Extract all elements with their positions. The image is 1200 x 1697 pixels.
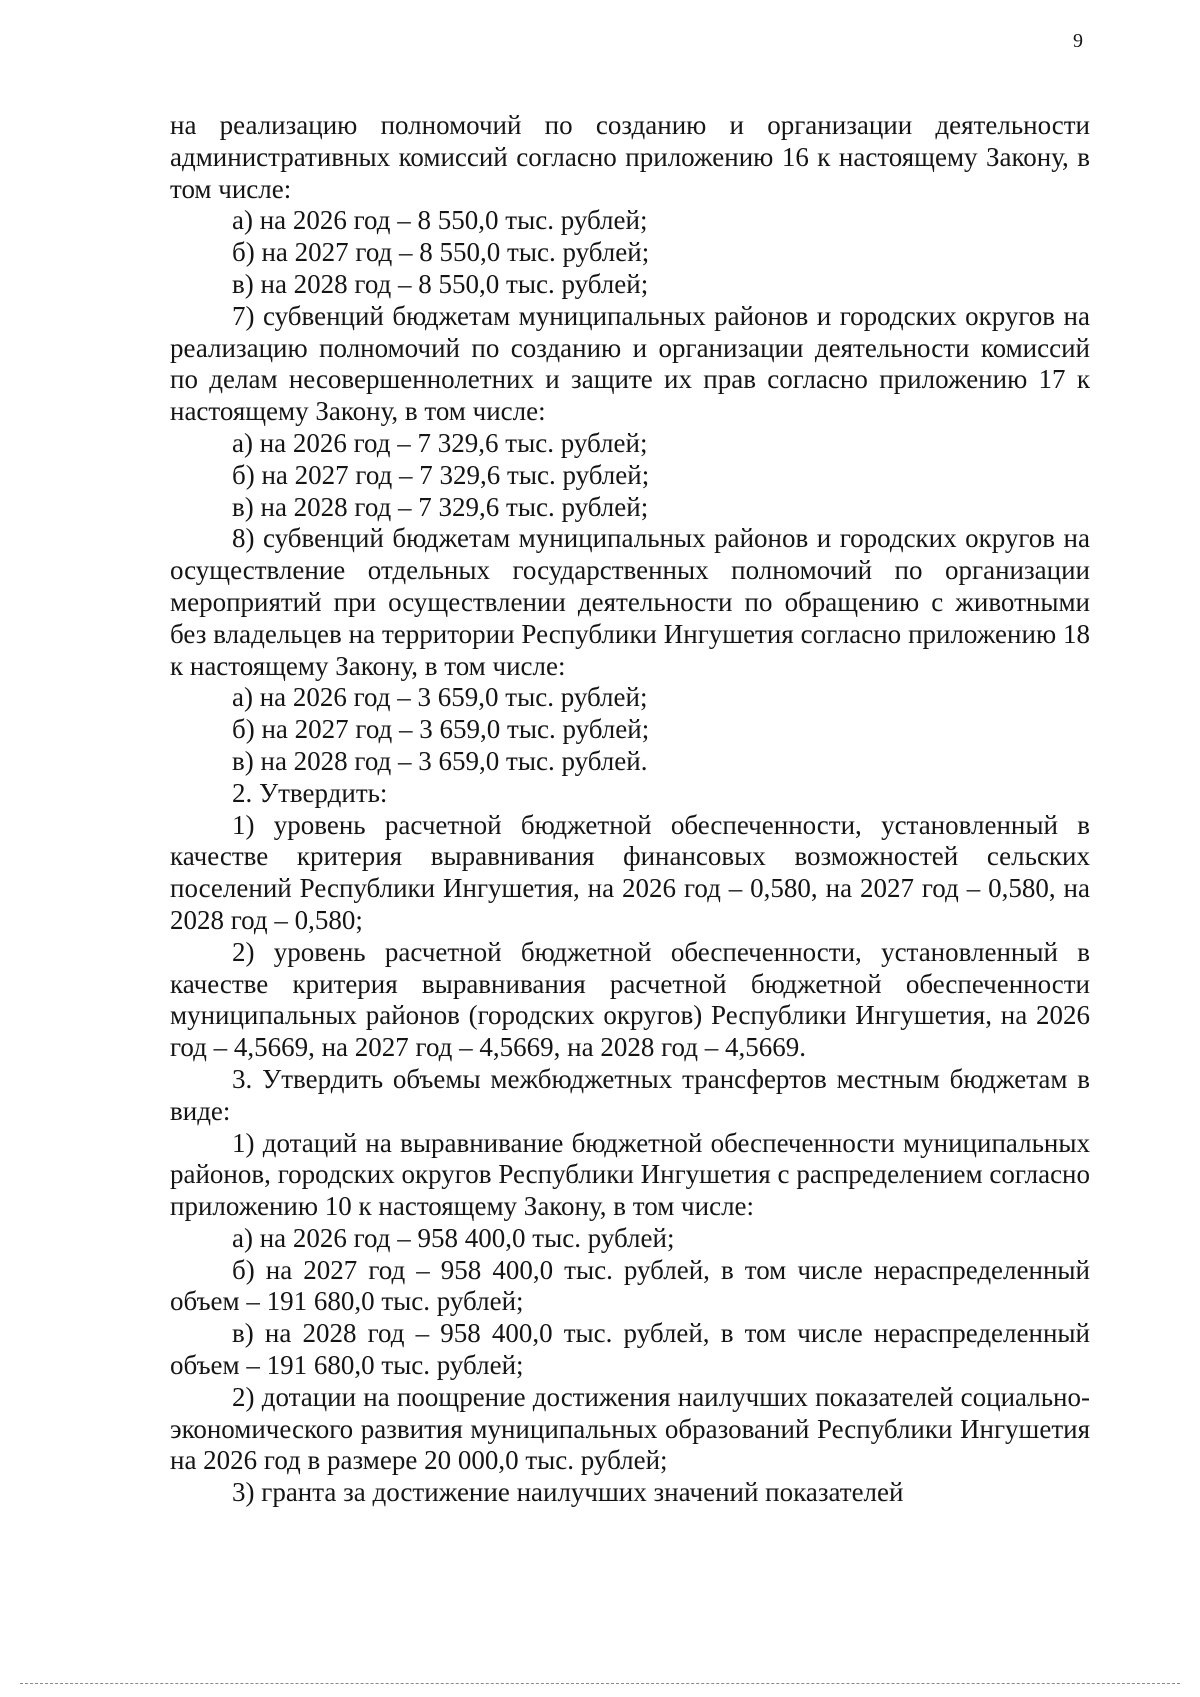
paragraph: 7) субвенций бюджетам муниципальных районов и городских округов на реализацию полномочий по созданию и организации деятельности комиссий по делам несовершеннолетних и защите их прав согласно приложению 17 к настоящему Закону, в том числе:	[170, 300, 1090, 427]
list-item: а) на 2026 год – 3 659,0 тыс. рублей;	[232, 682, 648, 713]
list-item: а) на 2026 год – 7 329,6 тыс. рублей;	[232, 427, 648, 458]
list-item: в) на 2028 год – 7 329,6 тыс. рублей;	[232, 491, 649, 522]
document-body	[170, 110, 1090, 1509]
paragraph: 1) уровень расчетной бюджетной обеспеченности, установленный в качестве критерия выравнивания финансовых возможностей сельских поселений Республики Ингушетия, на 2026 год – 0,580, на 2027 год – 0,580, на 2028 год – 0,580;	[170, 809, 1090, 935]
list-item: а) на 2026 год – 958 400,0 тыс. рублей;	[232, 1222, 675, 1253]
list-item: б) на 2027 год – 8 550,0 тыс. рублей;	[232, 237, 650, 268]
list-item: б) на 2027 год – 3 659,0 тыс. рублей;	[232, 714, 650, 745]
section-heading: 3. Утвердить объемы межбюджетных трансфертов местным бюджетам в виде:	[170, 1063, 1090, 1126]
paragraph: на реализацию полномочий по созданию и организации деятельности административных комиссий согласно приложению 16 к настоящему Закону, в том числе:	[170, 110, 1090, 204]
list-item: а) на 2026 год – 8 550,0 тыс. рублей;	[232, 205, 648, 236]
paragraph: 2) уровень расчетной бюджетной обеспеченности, установленный в качестве критерия выравнивания расчетной бюджетной обеспеченности муниципальных районов (городских округов) Республики Ингушетия, на 2026 год – 4,5669, на 2027 год – 4,5669, на 2028 год – 4,5669.	[170, 936, 1090, 1063]
section-heading: 2. Утвердить:	[232, 777, 388, 808]
paragraph: 3) гранта за достижение наилучших значений показателей	[232, 1477, 904, 1508]
scan-edge-divider	[20, 1683, 1180, 1684]
list-item: б) на 2027 год – 7 329,6 тыс. рублей;	[232, 459, 650, 490]
paragraph: 1) дотаций на выравнивание бюджетной обеспеченности муниципальных районов, городских округов Республики Ингушетия с распределением согласно приложению 10 к настоящему Закону, в том числе:	[170, 1127, 1090, 1222]
paragraph: 8) субвенций бюджетам муниципальных районов и городских округов на осуществление отдельных государственных полномочий по организации мероприятий при осуществлении деятельности по обращению с животными без владельцев на территории Республики Ингушетия согласно приложению 18 к настоящему Закону, в том числе:	[170, 523, 1090, 681]
paragraph: 2) дотации на поощрение достижения наилучших показателей социально-экономического развития муниципальных образований Республики Ингушетия на 2026 год в размере 20 000,0 тыс. рублей;	[170, 1381, 1090, 1476]
list-item: в) на 2028 год – 3 659,0 тыс. рублей.	[232, 745, 648, 776]
list-item: в) на 2028 год – 8 550,0 тыс. рублей;	[232, 268, 649, 299]
list-item: в) на 2028 год – 958 400,0 тыс. рублей, в том числе нераспределенный объем – 191 680,0 тыс. рублей;	[170, 1318, 1090, 1381]
list-item: б) на 2027 год – 958 400,0 тыс. рублей, в том числе нераспределенный объем – 191 680,0 тыс. рублей;	[170, 1254, 1090, 1317]
page-number: 9	[1073, 30, 1083, 52]
